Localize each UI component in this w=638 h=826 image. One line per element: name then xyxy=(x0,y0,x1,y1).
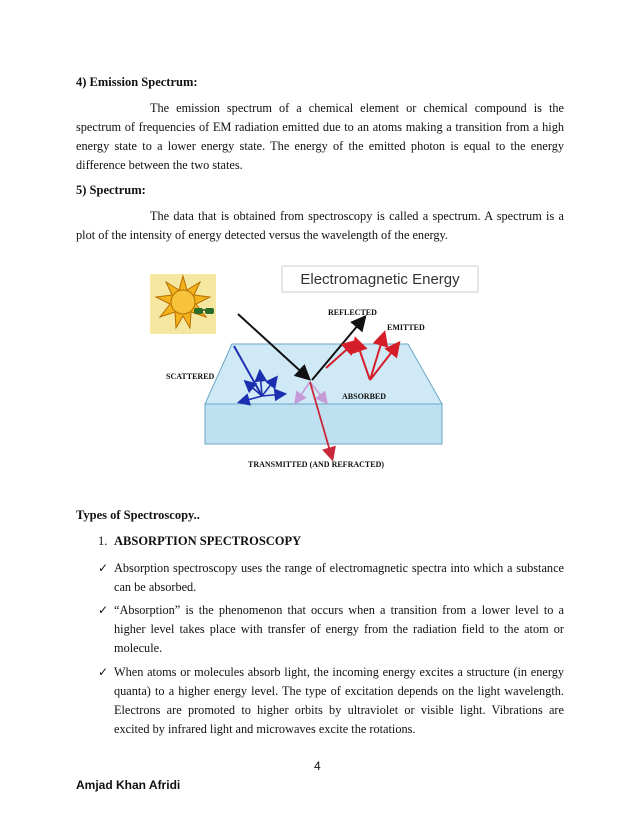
page-number: 4 xyxy=(314,759,321,773)
footer-author: Amjad Khan Afridi xyxy=(76,778,181,792)
checkmark-icon: ✓ xyxy=(98,561,109,575)
label-transmitted: TRANSMITTED (AND REFRACTED) xyxy=(248,460,385,469)
spectrum-paragraph xyxy=(76,207,564,245)
list-item-number: 1. xyxy=(98,534,108,548)
spectrum-paragraph-rest: plot of the intensity of energy detected versus the wavelength of the energy. xyxy=(76,228,448,242)
emission-spectrum-paragraph xyxy=(76,99,564,175)
label-absorbed: ABSORBED xyxy=(342,392,387,401)
bullet-text: Absorption spectroscopy uses the range of electromagnetic spectra into which a substance can be absorbed. xyxy=(114,561,564,594)
checkmark-icon: ✓ xyxy=(98,603,109,617)
figure-title: Electromagnetic Energy xyxy=(300,271,460,288)
list-item-absorption xyxy=(98,534,301,549)
emission-spectrum-heading: 4) Emission Spectrum: xyxy=(76,75,198,89)
bullet-text: When atoms or molecules absorb light, the incoming energy excites a structure (in energy quanta) to a higher energy level. The type of excitation depends on the light wavelength. Electrons are promoted to higher orbits by ultraviolet or visible light. Vibrations are excited by infrared light and microwaves excite the rotations. xyxy=(114,665,564,736)
label-scattered: SCATTERED xyxy=(166,372,215,381)
list-item-title: ABSORPTION SPECTROSCOPY xyxy=(114,534,302,548)
sun-with-sunglasses-icon xyxy=(150,274,216,334)
bullet-item xyxy=(98,663,564,739)
spectrum-heading: 5) Spectrum: xyxy=(76,183,146,197)
bullet-item xyxy=(98,601,564,658)
checkmark-icon: ✓ xyxy=(98,665,109,679)
bullet-item xyxy=(98,559,564,597)
electromagnetic-energy-diagram xyxy=(150,262,484,474)
bullet-text: “Absorption” is the phenomenon that occurs when a transition from a lower level to a higher level takes place with transfer of energy from the radiation field to the atom or molecule. xyxy=(114,603,564,655)
label-reflected: REFLECTED xyxy=(328,308,377,317)
label-emitted: EMITTED xyxy=(387,323,425,332)
spectrum-paragraph-first-line: The data that is obtained from spectroscopy is called a spectrum. A spectrum is a xyxy=(150,209,564,223)
types-heading: Types of Spectroscopy.. xyxy=(76,508,200,522)
electromagnetic-energy-figure xyxy=(150,262,484,474)
emission-paragraph-rest: spectrum of frequencies of EM radiation emitted due to an atoms making a transition from a high energy state to a lower energy state. The energy of the emitted photon is equal to the energy difference between the two states. xyxy=(76,120,564,172)
emission-paragraph-first-line: The emission spectrum of a chemical element or chemical compound is the xyxy=(150,101,564,115)
